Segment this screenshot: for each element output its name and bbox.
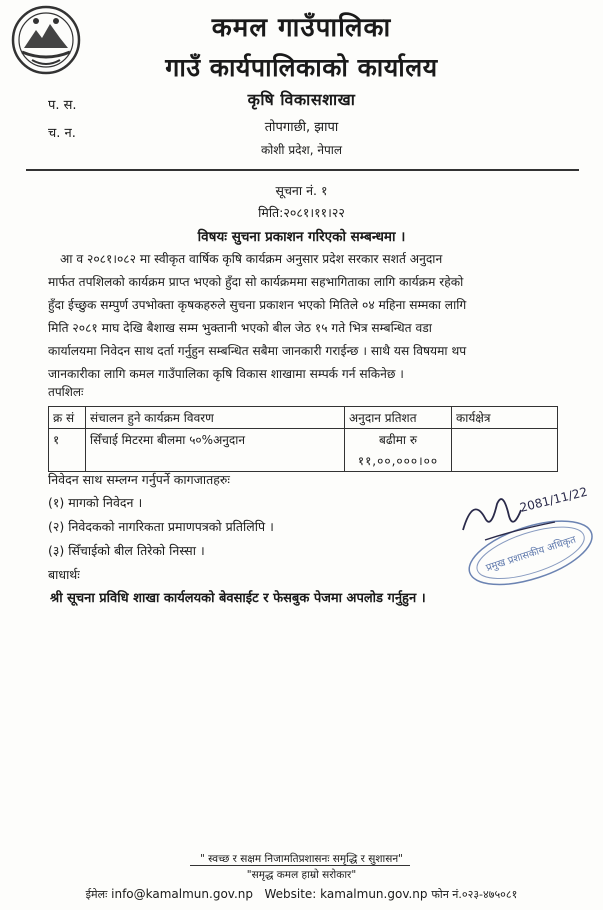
documents-title: निवेदन साथ सम्लग्न गर्नुपर्ने कागजातहरुः [48,472,230,487]
ref-ps-label: प. स. [48,98,77,113]
column-header-program: संचालन हुने कार्यक्रम विवरण [86,407,345,429]
signature-stamp [455,482,595,602]
body-line-2: मार्फत तपशिलको कार्यक्रम प्राप्त भएको हुँदा सो कार्यक्रममा सहभागिताका लागि कार्यक्रम रहेको [48,275,464,289]
website-link[interactable]: kamalmun.gov.np [320,887,428,901]
footer-slogan: "समृद्ध कमल हाम्रो सरोकार" [246,869,357,881]
column-header-area: कार्यक्षेत्र [452,407,558,429]
program-table [48,406,558,472]
notice-subject: विषयः सुचना प्रकाशन गरिएको सम्बन्धमा । [197,229,406,245]
email-link[interactable]: info@kamalmun.gov.np [111,887,253,901]
cell-area [452,429,558,472]
body-line-4: मिति २०८१ माघ देखि बैशाख सम्म भुक्तानी भएको बील जेठ १५ गते भित्र सम्बन्धित वडा [48,321,432,335]
grant-amount: ११,००,०००।०० [357,454,439,468]
notice-date: मिति:२०८१।११।२२ [258,205,345,220]
cell-program: सिँचाई मिटरमा बीलमा ५०%अनुदान [86,429,345,472]
municipality-title: कमल गाउँपालिका [211,13,392,43]
notice-number: सूचना नं. १ [275,183,328,198]
branch-name: कृषि विकासशाखा [247,90,356,109]
column-header-sn: क्र सं [49,407,86,429]
footer-contact [0,887,603,902]
column-header-grant: अनुदान प्रतिशत [345,407,452,429]
table-row [49,429,558,472]
upload-note: श्री सूचना प्रविधि शाखा कार्यलयको बेवसाईट र फेसबुक पेजमा अपलोड गर्नुहुन । [50,591,426,606]
document-item: (१) मागको निवेदन । [48,495,143,510]
office-title: गाउँ कार्यपालिकाको कार्यालय [165,53,438,82]
distribution-label: बाधार्थः [48,567,80,582]
details-label: तपशिलः [48,385,84,399]
table-header-row [49,407,558,429]
cell-grant [345,429,452,472]
body-line-6: जानकारीका लागि कमल गाउँपालिका कृषि विकास शाखामा सम्पर्क गर्न सकिनेछ । [48,367,404,381]
body-line-5: कार्यालयमा निवेदन साथ दर्ता गर्नुहुन सम्बन्धित सबैमा जानकारी गराईन्छ । साथै यस विषयमा थप [48,344,467,358]
website-label: Website: [264,887,317,901]
cell-sn: १ [49,429,86,472]
stamp-text: प्रमुख प्रशासकीय अधिकृत [484,534,578,574]
address-line-2: कोशी प्रदेश, नेपाल [260,143,343,157]
footer-motto: " स्वच्छ र सक्षम निजामतिप्रशासनः समृद्धि र सुशासन" [200,853,403,865]
email-label: ईमेलः [85,888,108,901]
phone-number: फोन नं.०२३-४७५०८१ [431,888,518,901]
signature-date: 2081/11/22 [518,484,589,515]
body-line-1: आ व २०८१।०८२ मा स्वीकृत वार्षिक कृषि कार्यक्रम अनुसार प्रदेश सरकार सशर्त अनुदान [60,252,443,266]
address-line-1: तोपगाछी, झापा [264,120,339,135]
footer-divider [190,865,410,866]
grant-max-label: बढीमा रु [379,433,417,447]
document-item: (२) निवेदकको नागरिकता प्रमाणपत्रको प्रतिलिपि । [48,519,274,534]
body-line-3: हुँदा ईच्छुक सम्पुर्ण उपभोक्ता कृषकहरुले सुचना प्रकाशन भएको मितिले ०४ महिना सम्मका लागि [48,298,467,312]
document-item: (३) सिँचाईको बील तिरेको निस्सा । [48,543,205,558]
header-divider [26,169,579,171]
ref-cn-label: च. न. [48,126,76,141]
